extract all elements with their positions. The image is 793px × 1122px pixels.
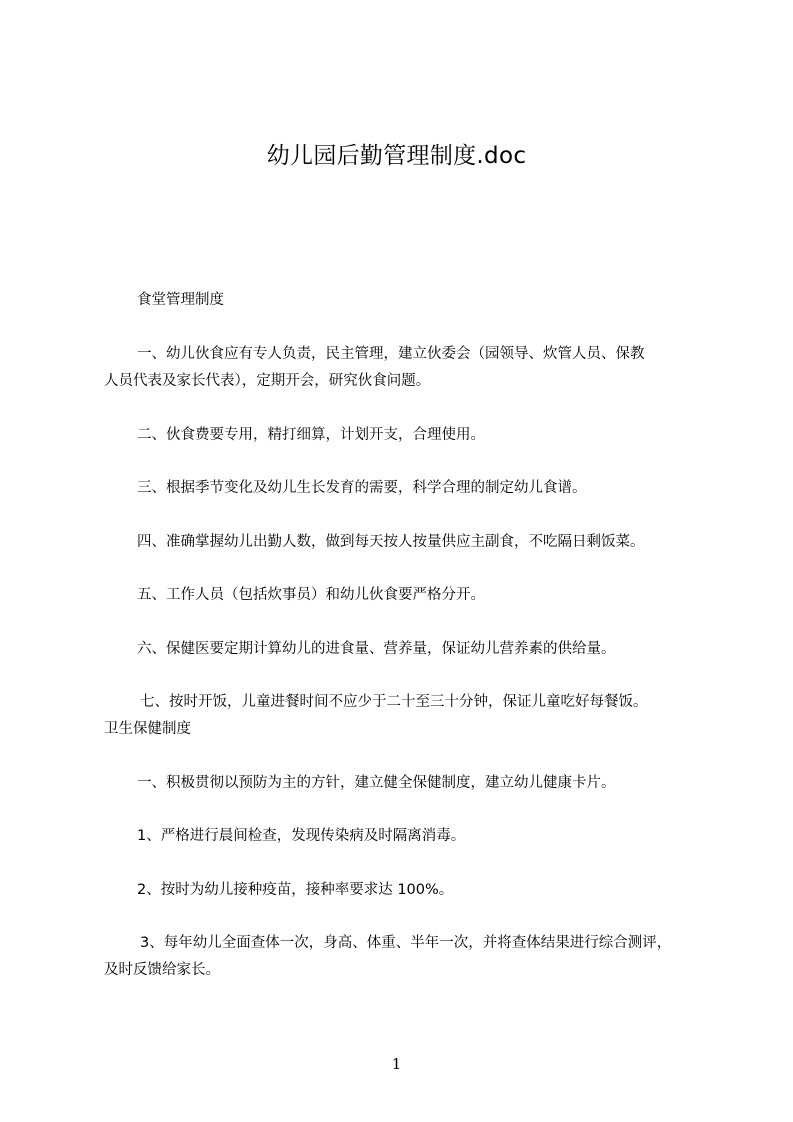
canteen-heading: 食堂管理制度 [137,292,224,308]
page-number: 1 [391,1055,402,1073]
canteen-item-6: 六、保健医要定期计算幼儿的进食量、营养量，保证幼儿营养素的供给量。 [137,641,616,657]
health-heading: 卫生保健制度 [104,721,191,737]
canteen-item-2: 二、伙食费要专用，精打细算，计划开支，合理使用。 [137,427,485,443]
document-title: 幼儿园后勤管理制度.doc [266,143,527,169]
canteen-item-1-line-2: 人员代表及家长代表），定期开会，研究伙食问题。 [104,373,431,389]
health-sub-item-1: 1、严格进行晨间检查，发现传染病及时隔离消毒。 [137,828,466,844]
canteen-item-7: 七、按时开饭，儿童进餐时间不应少于二十至三十分钟，保证儿童吃好每餐饭。 [140,694,648,710]
health-item-1: 一、积极贯彻以预防为主的方针，建立健全保健制度，建立幼儿健康卡片。 [137,775,616,791]
health-sub-item-2: 2、按时为幼儿接种疫苗，接种率要求达 100%。 [137,882,454,898]
health-sub-item-3-line-1: 3、每年幼儿全面查体一次，身高、体重、半年一次，并将查体结果进行综合测评， [140,935,672,951]
canteen-item-4: 四、准确掌握幼儿出勤人数，做到每天按人按量供应主副食，不吃隔日剩饭菜。 [137,534,645,550]
canteen-item-3: 三、根据季节变化及幼儿生长发育的需要，科学合理的制定幼儿食谱。 [137,480,587,496]
canteen-item-5: 五、工作人员（包括炊事员）和幼儿伙食要严格分开。 [137,587,485,603]
health-sub-item-3-line-2: 及时反馈给家长。 [104,962,220,978]
canteen-item-1-line-1: 一、幼儿伙食应有专人负责，民主管理，建立伙委会（园领导、炊管人员、保教 [137,346,645,362]
